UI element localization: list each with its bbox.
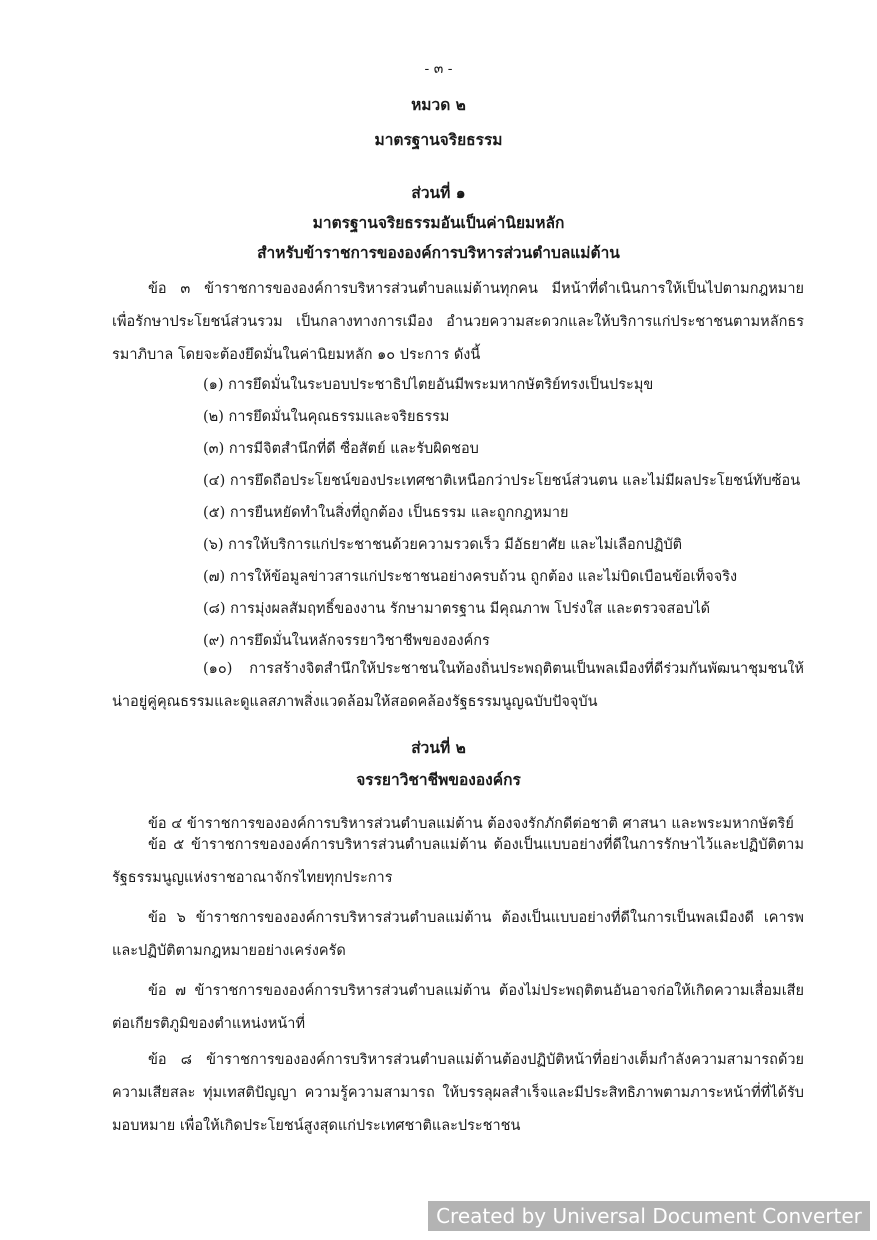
value-item-9: (๙) การยึดมั่นในหลักจรรยาวิชาชีพขององค์กร	[203, 633, 490, 649]
page-number: - ๓ -	[424, 61, 453, 77]
part2-title: จรรยาวิชาชีพขององค์กร	[356, 770, 521, 789]
value-item-1: (๑) การยึดมั่นในระบอบประชาธิปไตยอันมีพระมหากษัตริย์ทรงเป็นประมุข	[203, 377, 654, 393]
part2-heading: ส่วนที่ ๒	[411, 738, 466, 757]
value-item-3: (๓) การมีจิตสำนึกที่ดี ซื่อสัตย์ และรับผิดชอบ	[203, 441, 479, 457]
part1-title-line1: มาตรฐานจริยธรรมอันเป็นค่านิยมหลัก	[312, 213, 565, 232]
chapter-title: มาตรฐานจริยธรรม	[374, 130, 503, 149]
clause-3: ข้อ ๓ ข้าราชการขององค์การบริหารส่วนตำบลแม่ต้านทุกคน มีหน้าที่ดำเนินการให้เป็นไปตามกฎหมาย เพื่อรักษาประโยชน์ส่วนรวม เป็นกลางทางการเมือง อำนวยความสะดวกและให้บริการแก่ประชาชนตามหลักธรรมาภิบาล โดยจะต้องยึดมั่นในค่านิยมหลัก ๑๐ ประการ ดังนี้	[112, 281, 804, 363]
watermark-banner: Created by Universal Document Converter	[428, 1201, 870, 1231]
clause-6: ข้อ ๖ ข้าราชการขององค์การบริหารส่วนตำบลแม่ต้าน ต้องเป็นแบบอย่างที่ดีในการเป็นพลเมืองดี เคารพและปฏิบัติตามกฎหมายอย่างเคร่งครัด	[112, 910, 804, 959]
part1-heading: ส่วนที่ ๑	[411, 183, 466, 202]
value-item-4: (๔) การยึดถือประโยชน์ของประเทศชาติเหนือกว่าประโยชน์ส่วนตน และไม่มีผลประโยชน์ทับซ้อน	[203, 473, 801, 489]
value-item-7: (๗) การให้ข้อมูลข่าวสารแก่ประชาชนอย่างครบถ้วน ถูกต้อง และไม่บิดเบือนข้อเท็จจริง	[203, 569, 738, 585]
part1-title-line2: สำหรับข้าราชการขององค์การบริหารส่วนตำบลแม่ต้าน	[257, 243, 620, 262]
clause-8: ข้อ ๘ ข้าราชการขององค์การบริหารส่วนตำบลแม่ต้านต้องปฏิบัติหน้าที่อย่างเต็มกำลังความสามารถด้วยความเสียสละ ทุ่มเทสติปัญญา ความรู้ความสามารถ ให้บรรลุผลสำเร็จและมีประสิทธิภาพตามภาระหน้าที่ที่ได้รับมอบหมาย เพื่อให้เกิดประโยชน์สูงสุดแก่ประเทศชาติและประชาชน	[112, 1052, 804, 1134]
chapter-heading: หมวด ๒	[411, 95, 466, 114]
clause-5: ข้อ ๕ ข้าราชการขององค์การบริหารส่วนตำบลแม่ต้าน ต้องเป็นแบบอย่างที่ดีในการรักษาไว้และปฏิบัติตามรัฐธรรมนูญแห่งราชอาณาจักรไทยทุกประการ	[112, 837, 804, 886]
value-item-6: (๖) การให้บริการแก่ประชาชนด้วยความรวดเร็ว มีอัธยาศัย และไม่เลือกปฏิบัติ	[203, 537, 683, 553]
value-item-10: (๑๐) การสร้างจิตสำนึกให้ประชาชนในท้องถิ่นประพฤติตนเป็นพลเมืองที่ดีร่วมกันพัฒนาชุมชนให้น่าอยู่คู่คุณธรรมและดูแลสภาพสิ่งแวดล้อมให้สอดคล้องรัฐธรรมนูญฉบับปัจจุบัน	[112, 661, 804, 710]
value-item-2: (๒) การยึดมั่นในคุณธรรมและจริยธรรม	[203, 409, 450, 425]
value-item-8: (๘) การมุ่งผลสัมฤทธิ์ของงาน รักษามาตรฐาน มีคุณภาพ โปร่งใส และตรวจสอบได้	[203, 601, 711, 617]
value-item-5: (๕) การยืนหยัดทำในสิ่งที่ถูกต้อง เป็นธรรม และถูกกฎหมาย	[203, 505, 569, 521]
clause-4: ข้อ ๔ ข้าราชการขององค์การบริหารส่วนตำบลแม่ต้าน ต้องจงรักภักดีต่อชาติ ศาสนา และพระมหากษัตริย์	[148, 816, 794, 832]
clause-7: ข้อ ๗ ข้าราชการขององค์การบริหารส่วนตำบลแม่ต้าน ต้องไม่ประพฤติตนอันอาจก่อให้เกิดความเสื่อมเสียต่อเกียรติภูมิของตำแหน่งหน้าที่	[112, 983, 804, 1032]
